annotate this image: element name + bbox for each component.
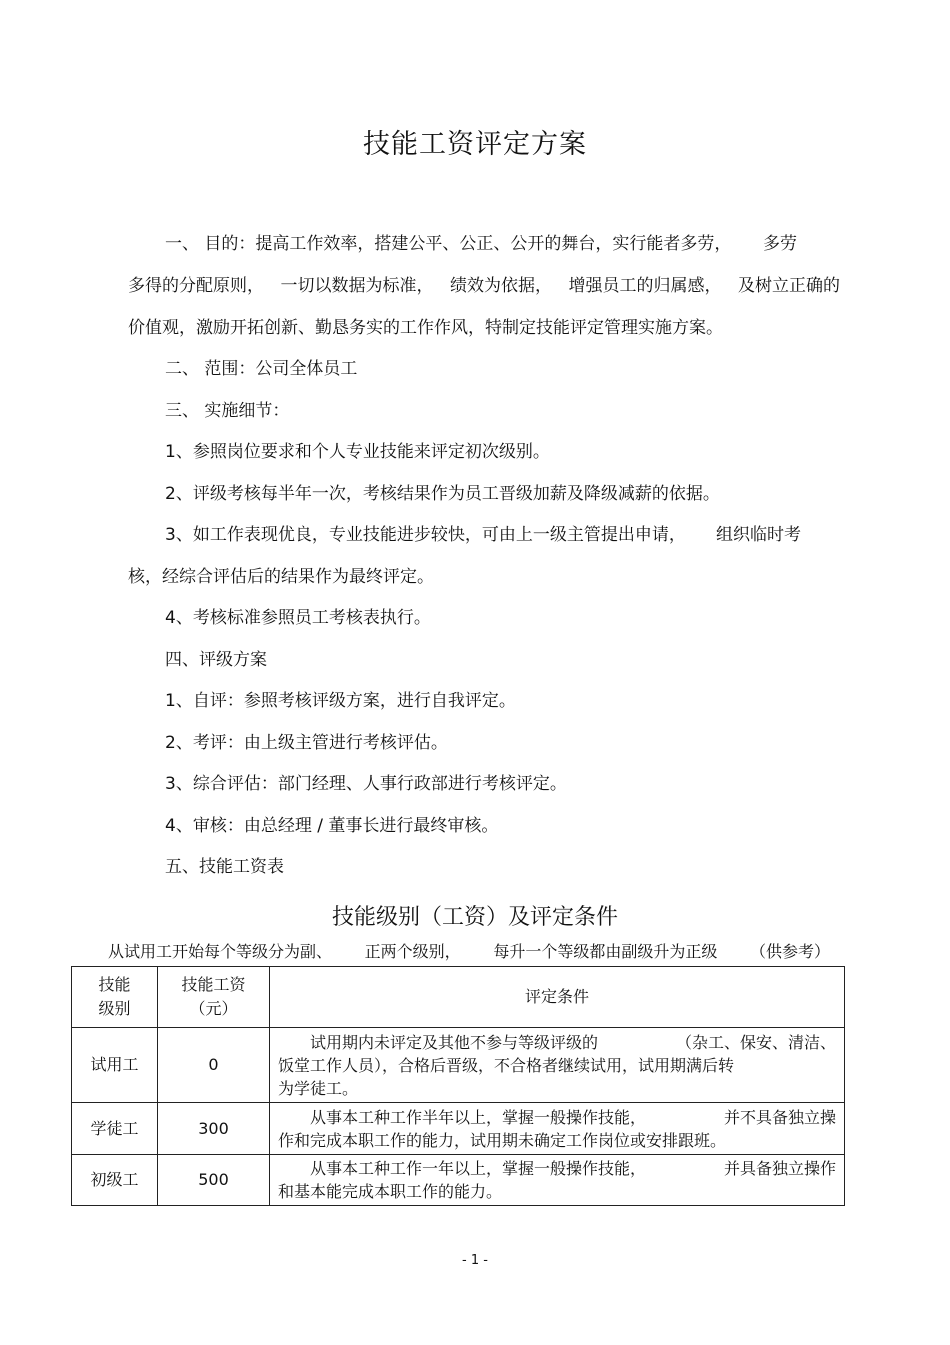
condition-line (278, 1106, 836, 1129)
condition-text: 并具备独立操作 (723, 1159, 836, 1178)
purpose-line-1-b: 多劳 (763, 234, 797, 254)
table-note-part-2: 正两个级别， (364, 942, 461, 961)
row-condition (270, 1028, 845, 1103)
condition-line (278, 1129, 836, 1152)
rating-item-2: 2、考评：由上级主管进行考核评估。 (165, 733, 448, 753)
detail-item-3-b: 组织临时考 (716, 525, 801, 545)
header-level (72, 967, 158, 1028)
skill-wage-table (71, 966, 845, 1206)
table-row (72, 1103, 845, 1155)
detail-item-3-line-1 (165, 525, 801, 545)
purpose-line-1 (165, 234, 797, 254)
row-level: 试用工 (72, 1028, 158, 1103)
header-wage (158, 967, 270, 1028)
table-title: 技能级别（工资）及评定条件 (331, 905, 618, 930)
detail-item-1: 1、参照岗位要求和个人专业技能来评定初次级别。 (165, 442, 550, 462)
condition-text: 和基本能完成本职工作的能力。 (278, 1182, 503, 1201)
table-note (108, 942, 830, 962)
row-level: 初级工 (72, 1155, 158, 1206)
header-condition: 评定条件 (270, 967, 845, 1028)
table-note-part-1: 从试用工开始每个等级分为副、 (108, 942, 333, 961)
condition-line (278, 1054, 836, 1077)
purpose-line-2-d: 增强员工的归属感， (568, 276, 722, 296)
detail-item-4: 4、考核标准参照员工考核表执行。 (165, 608, 431, 628)
table-note-part-3: 每升一个等级都由副级升为正级 (493, 942, 718, 961)
page-number: - 1 - (462, 1253, 488, 1268)
purpose-line-2-a: 多得的分配原则， (128, 276, 264, 296)
table-row (72, 1155, 845, 1206)
row-wage: 500 (158, 1155, 270, 1206)
purpose-line-2-b: 一切以数据为标准， (280, 276, 434, 296)
table-row (72, 1028, 845, 1103)
condition-line (278, 1077, 836, 1100)
header-level-line-2: 级别 (98, 999, 131, 1018)
row-wage: 0 (158, 1028, 270, 1103)
condition-line (278, 1031, 836, 1054)
rating-item-1: 1、自评：参照考核评级方案，进行自我评定。 (165, 691, 516, 711)
row-level: 学徒工 (72, 1103, 158, 1155)
detail-item-2: 2、评级考核每半年一次，考核结果作为员工晋级加薪及降级减薪的依据。 (165, 484, 720, 504)
condition-text: 从事本工种工作半年以上，掌握一般操作技能， (278, 1107, 647, 1127)
table-header-row (72, 967, 845, 1028)
condition-text: 作和完成本职工作的能力，试用期未确定工作岗位或安排跟班。 (278, 1130, 727, 1150)
page-title: 技能工资评定方案 (363, 129, 587, 160)
row-wage: 300 (158, 1103, 270, 1155)
table-note-part-4: （供参考） (749, 942, 830, 961)
purpose-line-3: 价值观，激励开拓创新、勤恳务实的工作作风，特制定技能评定管理实施方案。 (128, 318, 723, 338)
detail-item-3-line-2: 核，经综合评估后的结果作为最终评定。 (128, 567, 434, 587)
condition-text: 饭堂工作人员），合格后晋级，不合格者继续试用，试用期满后转 (278, 1055, 735, 1075)
scope-line: 二、 范围：公司全体员工 (165, 359, 358, 379)
purpose-line-1-a: 一、 目的：提高工作效率，搭建公平、公正、公开的舞台，实行能者多劳， (165, 234, 732, 254)
purpose-line-2-e: 及树立正确的 (738, 276, 840, 296)
rating-heading: 四、评级方案 (165, 650, 267, 670)
purpose-line-2 (128, 276, 840, 296)
condition-text: 为学徒工。 (278, 1078, 359, 1098)
condition-line (278, 1180, 836, 1203)
header-level-line-1: 技能 (98, 975, 131, 994)
condition-text: 并不具备独立操 (723, 1107, 836, 1127)
condition-text: 从事本工种工作一年以上，掌握一般操作技能， (278, 1159, 647, 1178)
row-condition (270, 1103, 845, 1155)
wage-heading: 五、技能工资表 (165, 857, 284, 877)
purpose-line-2-c: 绩效为依据， (450, 276, 552, 296)
condition-text: 试用期内未评定及其他不参与等级评级的 (278, 1032, 599, 1052)
header-wage-line-1: 技能工资 (181, 975, 246, 994)
rating-item-4: 4、审核：由总经理 / 董事长进行最终审核。 (165, 816, 499, 836)
header-wage-line-2: （元） (189, 999, 238, 1018)
row-condition (270, 1155, 845, 1206)
rating-item-3: 3、综合评估：部门经理、人事行政部进行考核评定。 (165, 774, 567, 794)
condition-line (278, 1157, 836, 1180)
detail-item-3-a: 3、如工作表现优良，专业技能进步较快，可由上一级主管提出申请， (165, 525, 686, 545)
details-heading: 三、 实施细节： (165, 401, 290, 421)
condition-text: （杂工、保安、清洁、 (675, 1032, 836, 1052)
